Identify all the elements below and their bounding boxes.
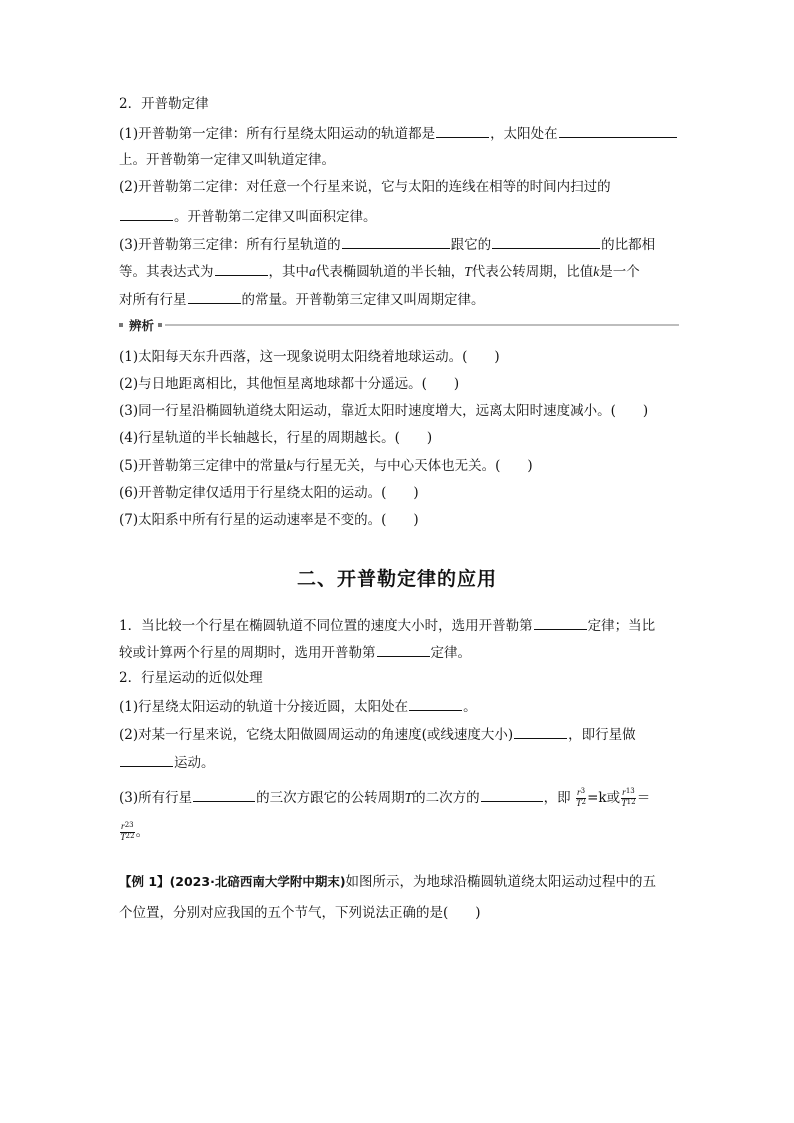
kepler-law2-line2: 。开普勒第二定律又叫面积定律。 [119,206,377,226]
app-q1: (1)行星绕太阳运动的轨道十分接近圆，太阳处在 。 [119,696,477,716]
kepler-law3-line3: 对所有行星 的常量。开普勒第三定律又叫周期定律。 [119,289,485,309]
bianxi-header [119,318,679,332]
bianxi-item: (7)太阳系中所有行星的运动速率是不变的。( ) [119,512,419,528]
kepler-law1-line2: 上。开普勒第一定律又叫轨道定律。 [119,152,335,168]
bianxi-item: (6)开普勒定律仅适用于行星绕太阳的运动。( ) [119,485,419,501]
fraction-r1-over-t1: $\frac{r^{13}}{T^{12}}$ [621,787,636,809]
answer-blank[interactable] [436,123,489,138]
example-tag: 【例 1】 [119,874,170,889]
section-title: 二、开普勒定律的应用 [296,568,497,590]
answer-blank[interactable] [342,234,450,249]
kepler-law1-line1: (1)开普勒第一定律：所有行星绕太阳运动的轨道都是 ，太阳处在 [119,123,678,143]
square-bullet-icon [119,323,123,327]
kepler-law3-line2: 等。其表达式为 ，其中a代表椭圆轨道的半长轴，T代表公转周期，比值k是一个 [119,261,640,281]
app-para1-line1: 1．当比较一个行星在椭圆轨道不同位置的速度大小时，选用开普勒第 定律；当比 [119,615,655,635]
bianxi-item: (5)开普勒第三定律中的常量k与行星无关，与中心天体也无关。( ) [119,458,533,474]
divider [165,324,679,326]
answer-blank[interactable] [492,234,600,249]
answer-blank[interactable] [534,615,587,630]
answer-blank[interactable] [481,787,543,802]
answer-blank[interactable] [120,752,173,767]
app-q2-line2: 运动。 [119,752,215,772]
app-q3-line2: $\frac{r^{23}}{T^{22}}$ 。 [120,821,150,843]
kepler-law3-line1: (3)开普勒第三定律：所有行星轨道的 跟它的 的比都相 [119,234,655,254]
bianxi-item: (3)同一行星沿椭圆轨道绕太阳运动，靠近太阳时速度增大，远离太阳时速度减小。( ) [119,403,649,419]
square-bullet-icon [158,323,162,327]
answer-blank[interactable] [193,787,255,802]
app-q3-line1: (3)所有行星 的三次方跟它的公转周期T的二次方的 ，即 $\frac{r^3}{T^2}$ =k或 $\frac{r^{13}}{T^{12}}$ ＝ [119,787,651,809]
example-1-line2: 个位置，分别对应我国的五个节气，下列说法正确的是( ) [119,905,481,921]
app-q2-line1: (2)对某一行星来说，它绕太阳做圆周运动的角速度(或线速度大小) ，即行星做 [119,724,636,744]
example-1-line1: 【例 1】(2023·北碚西南大学附中期末)如图所示，为地球沿椭圆轨道绕太阳运动过程中的五 [119,874,657,890]
app-para1-line2: 较或计算两个行星的周期时，选用开普勒第 定律。 [119,642,471,662]
answer-blank[interactable] [409,696,462,711]
bianxi-item: (4)行星轨道的半长轴越长，行星的周期越长。( ) [119,430,433,446]
fraction-r2-over-t2: $\frac{r^{23}}{T^{22}}$ [120,821,135,843]
answer-blank[interactable] [559,123,677,138]
example-source: (2023·北碚西南大学附中期末) [169,874,346,889]
kepler-law2-line1: (2)开普勒第二定律：对任意一个行星来说，它与太阳的连线在相等的时间内扫过的 [119,179,611,195]
kepler-laws-heading: 2．开普勒定律 [119,96,209,112]
answer-blank[interactable] [377,642,430,657]
bianxi-item: (2)与日地距离相比，其他恒星离地球都十分遥远。( ) [119,376,460,392]
answer-blank[interactable] [215,261,268,276]
answer-blank[interactable] [120,206,173,221]
bianxi-item: (1)太阳每天东升西落，这一现象说明太阳绕着地球运动。( ) [119,349,500,365]
bianxi-label: 辨析 [129,318,155,333]
fraction-r3-over-t2: $\frac{r^3}{T^2}$ [576,787,586,809]
answer-blank[interactable] [188,289,241,304]
app-para2-heading: 2．行星运动的近似处理 [119,670,263,686]
answer-blank[interactable] [514,724,567,739]
